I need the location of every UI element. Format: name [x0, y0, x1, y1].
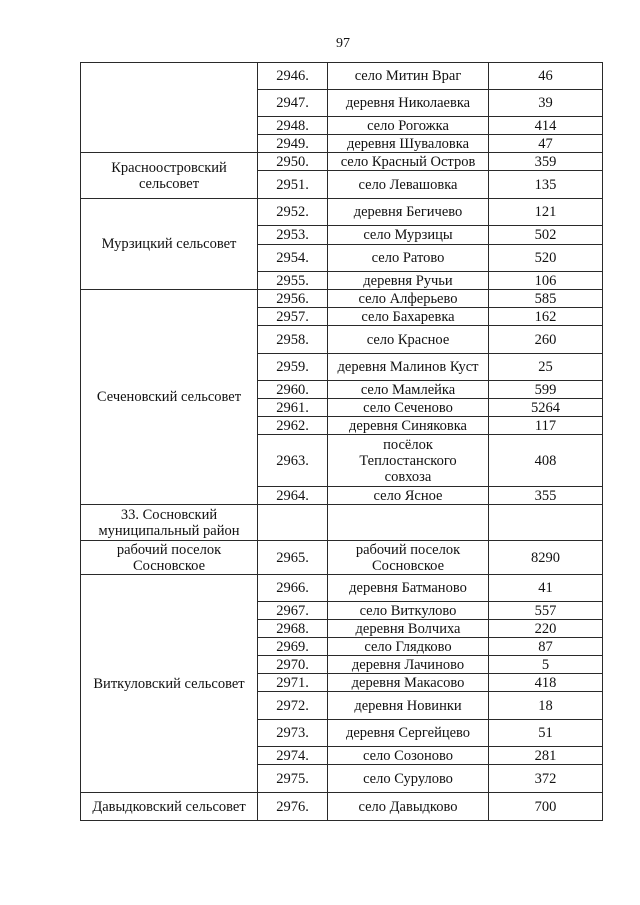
- settlements-table: [80, 62, 603, 821]
- settlement-cell: деревня Николаевка: [328, 90, 489, 117]
- number-cell: 2952.: [258, 199, 328, 226]
- population-cell: 5: [489, 656, 603, 674]
- population-cell: 8290: [489, 541, 603, 575]
- number-cell: 2965.: [258, 541, 328, 575]
- settlement-cell: село Алферьево: [328, 290, 489, 308]
- population-cell: 599: [489, 381, 603, 399]
- population-cell: 47: [489, 135, 603, 153]
- number-cell: 2946.: [258, 63, 328, 90]
- settlement-cell: деревня Малинов Куст: [328, 354, 489, 381]
- population-cell: 408: [489, 435, 603, 487]
- population-cell: 585: [489, 290, 603, 308]
- council-cell: рабочий поселок Сосновское: [81, 541, 258, 575]
- population-cell: 25: [489, 354, 603, 381]
- settlement-cell: деревня Макасово: [328, 674, 489, 692]
- number-cell: 2951.: [258, 171, 328, 199]
- table-body: [81, 63, 603, 821]
- number-cell: 2958.: [258, 326, 328, 354]
- settlement-cell: село Красный Остров: [328, 153, 489, 171]
- number-cell: 2967.: [258, 602, 328, 620]
- number-cell: 2972.: [258, 692, 328, 720]
- population-cell: 41: [489, 575, 603, 602]
- council-cell: Красноостровский сельсовет: [81, 153, 258, 199]
- population-cell: 5264: [489, 399, 603, 417]
- council-cell: Сеченовский сельсовет: [81, 290, 258, 505]
- number-cell: 2959.: [258, 354, 328, 381]
- settlement-cell: село Давыдково: [328, 793, 489, 821]
- settlement-cell: село Сеченово: [328, 399, 489, 417]
- number-cell: 2947.: [258, 90, 328, 117]
- number-cell: 2968.: [258, 620, 328, 638]
- table-row: [81, 290, 603, 308]
- population-cell: 557: [489, 602, 603, 620]
- population-cell: 418: [489, 674, 603, 692]
- settlement-cell: село Виткулово: [328, 602, 489, 620]
- population-cell: 355: [489, 487, 603, 505]
- number-cell: 2963.: [258, 435, 328, 487]
- population-cell: 39: [489, 90, 603, 117]
- population-cell: 87: [489, 638, 603, 656]
- settlement-cell: село Созоново: [328, 747, 489, 765]
- number-cell: 2970.: [258, 656, 328, 674]
- page-number: 97: [336, 36, 350, 51]
- settlement-cell: село Левашовка: [328, 171, 489, 199]
- number-cell: 2955.: [258, 272, 328, 290]
- council-cell: [81, 63, 258, 153]
- settlement-cell: деревня Новинки: [328, 692, 489, 720]
- population-cell: 46: [489, 63, 603, 90]
- population-cell: 18: [489, 692, 603, 720]
- settlement-cell: село Рогожка: [328, 117, 489, 135]
- population-cell: [489, 505, 603, 541]
- council-cell: Давыдковский сельсовет: [81, 793, 258, 821]
- population-cell: 520: [489, 245, 603, 272]
- number-cell: 2957.: [258, 308, 328, 326]
- number-cell: 2948.: [258, 117, 328, 135]
- council-cell: Виткуловский сельсовет: [81, 575, 258, 793]
- number-cell: 2961.: [258, 399, 328, 417]
- number-cell: 2971.: [258, 674, 328, 692]
- settlement-cell: деревня Шуваловка: [328, 135, 489, 153]
- settlement-cell: село Мурзицы: [328, 226, 489, 245]
- population-cell: 162: [489, 308, 603, 326]
- table-row: [81, 199, 603, 226]
- population-cell: 51: [489, 720, 603, 747]
- table-row: [81, 541, 603, 575]
- population-cell: 372: [489, 765, 603, 793]
- settlement-cell: село Бахаревка: [328, 308, 489, 326]
- settlement-cell: посёлок Теплостанского совхоза: [328, 435, 489, 487]
- table-row: [81, 793, 603, 821]
- population-cell: 260: [489, 326, 603, 354]
- table-row: [81, 63, 603, 90]
- settlement-cell: деревня Лачиново: [328, 656, 489, 674]
- table-row: [81, 575, 603, 602]
- settlement-cell: село Глядково: [328, 638, 489, 656]
- population-cell: 414: [489, 117, 603, 135]
- number-cell: 2966.: [258, 575, 328, 602]
- number-cell: 2950.: [258, 153, 328, 171]
- settlement-cell: село Митин Враг: [328, 63, 489, 90]
- table-row: [81, 505, 603, 541]
- settlement-cell: село Ратово: [328, 245, 489, 272]
- number-cell: 2949.: [258, 135, 328, 153]
- number-cell: 2964.: [258, 487, 328, 505]
- population-cell: 700: [489, 793, 603, 821]
- population-cell: 106: [489, 272, 603, 290]
- population-cell: 359: [489, 153, 603, 171]
- table-row: [81, 153, 603, 171]
- settlement-cell: деревня Волчиха: [328, 620, 489, 638]
- population-cell: 135: [489, 171, 603, 199]
- number-cell: 2974.: [258, 747, 328, 765]
- settlement-cell: село Сурулово: [328, 765, 489, 793]
- number-cell: 2960.: [258, 381, 328, 399]
- settlement-cell: село Мамлейка: [328, 381, 489, 399]
- number-cell: 2975.: [258, 765, 328, 793]
- population-cell: 117: [489, 417, 603, 435]
- number-cell: 2954.: [258, 245, 328, 272]
- settlement-cell: деревня Батманово: [328, 575, 489, 602]
- number-cell: 2969.: [258, 638, 328, 656]
- number-cell: 2953.: [258, 226, 328, 245]
- settlement-cell: [328, 505, 489, 541]
- settlement-cell: рабочий поселок Сосновское: [328, 541, 489, 575]
- council-cell: 33. Сосновский муниципальный район: [81, 505, 258, 541]
- population-cell: 502: [489, 226, 603, 245]
- settlement-cell: деревня Бегичево: [328, 199, 489, 226]
- settlement-cell: деревня Ручьи: [328, 272, 489, 290]
- settlement-cell: село Ясное: [328, 487, 489, 505]
- number-cell: 2976.: [258, 793, 328, 821]
- number-cell: 2962.: [258, 417, 328, 435]
- population-cell: 220: [489, 620, 603, 638]
- number-cell: 2973.: [258, 720, 328, 747]
- settlement-cell: деревня Сергейцево: [328, 720, 489, 747]
- settlement-cell: село Красное: [328, 326, 489, 354]
- population-cell: 121: [489, 199, 603, 226]
- council-cell: Мурзицкий сельсовет: [81, 199, 258, 290]
- population-cell: 281: [489, 747, 603, 765]
- number-cell: [258, 505, 328, 541]
- settlement-cell: деревня Синяковка: [328, 417, 489, 435]
- number-cell: 2956.: [258, 290, 328, 308]
